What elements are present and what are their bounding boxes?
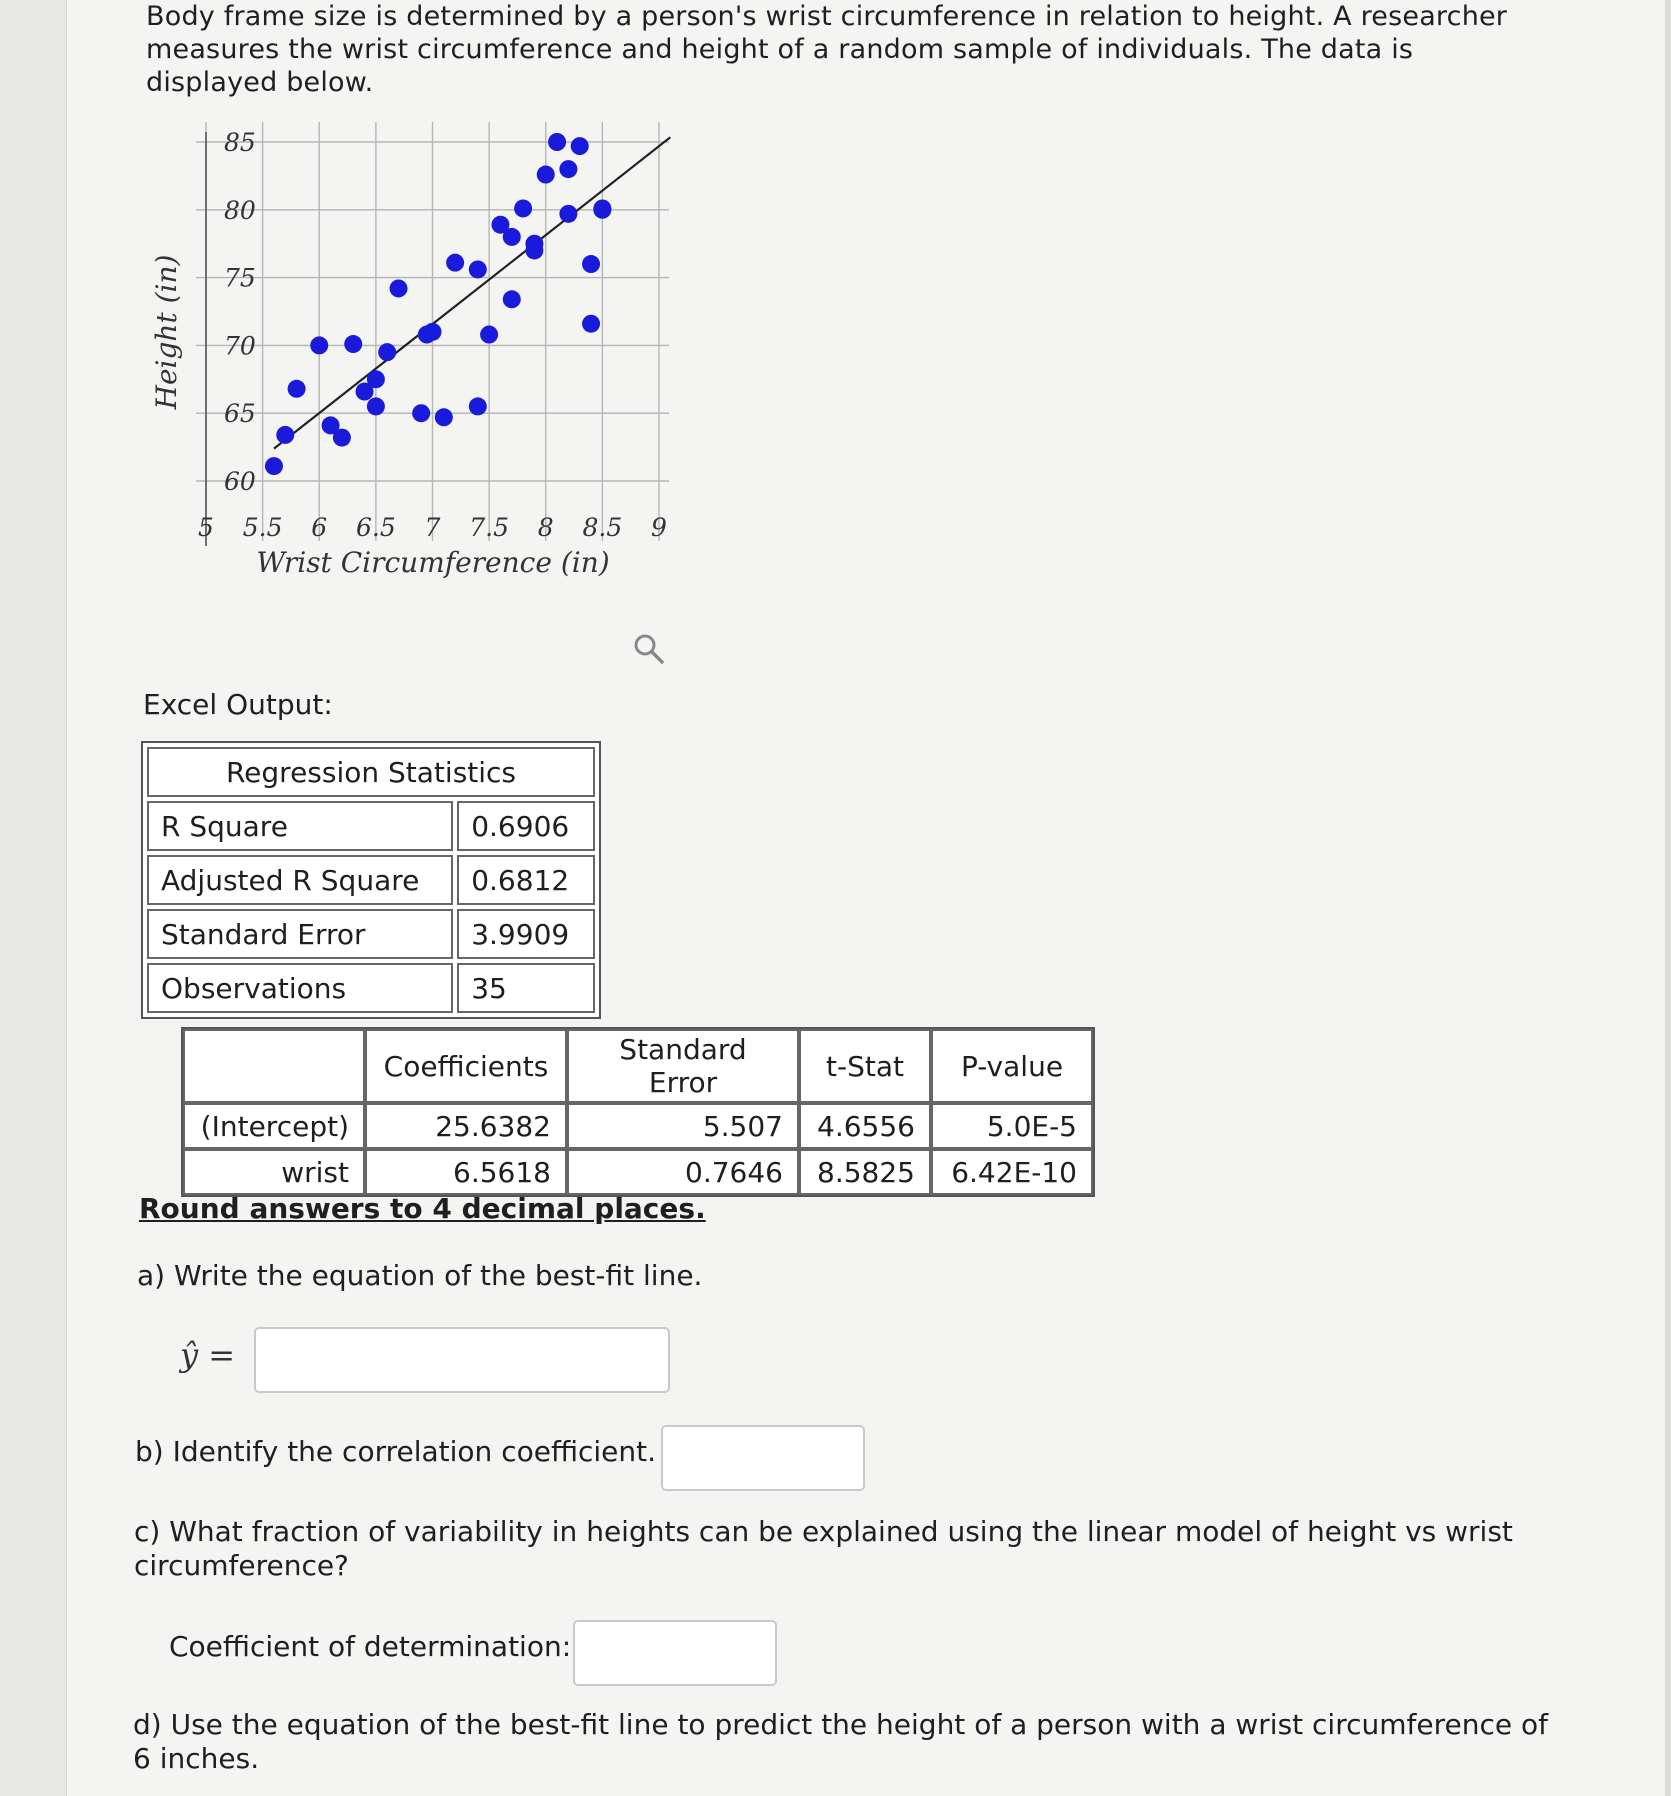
data-point <box>571 137 589 155</box>
data-point <box>525 235 543 253</box>
table-cell: 25.6382 <box>365 1103 567 1149</box>
table-cell: 6.42E-10 <box>931 1149 1093 1195</box>
coefficient-of-determination-label: Coefficient of determination: <box>169 1630 572 1663</box>
data-point <box>559 160 577 178</box>
yhat-label: ŷ = <box>180 1336 236 1374</box>
data-point <box>333 429 351 447</box>
intro-text: Body frame size is determined by a person's wrist circumference in relation to height. A researcher measures the wrist circumference and height of a random sample of individuals. The data is displayed below. <box>146 1 1508 98</box>
data-point <box>435 408 453 426</box>
data-point <box>367 370 385 388</box>
rounding-instruction: Round answers to 4 decimal places. <box>139 1192 706 1225</box>
data-point <box>265 457 283 475</box>
data-point <box>378 343 396 361</box>
y-tick-label: 60 <box>224 467 256 496</box>
data-point <box>593 201 611 219</box>
table-cell: 0.7646 <box>567 1149 799 1195</box>
table-cell: 4.6556 <box>799 1103 931 1149</box>
table-row <box>183 1103 1093 1149</box>
table-row <box>147 855 595 905</box>
column-header: Standard Error <box>567 1029 799 1103</box>
regression-statistics-header: Regression Statistics <box>147 747 595 797</box>
stat-value: 35 <box>457 963 595 1013</box>
data-point <box>503 290 521 308</box>
table-cell: 8.5825 <box>799 1149 931 1195</box>
table-cell: 5.507 <box>567 1103 799 1149</box>
data-point <box>424 323 442 341</box>
question-b: b) Identify the correlation coefficient. <box>135 1435 657 1468</box>
data-point <box>367 397 385 415</box>
stat-value: 0.6812 <box>457 855 595 905</box>
left-margin <box>0 0 67 1796</box>
column-header: t-Stat <box>799 1029 931 1103</box>
data-point <box>390 279 408 297</box>
data-point <box>412 404 430 422</box>
data-point <box>469 260 487 278</box>
data-point <box>582 255 600 273</box>
data-point <box>559 205 577 223</box>
x-tick-label: 7 <box>424 513 441 542</box>
data-point <box>548 133 566 151</box>
x-axis-title: Wrist Circumference (in) <box>256 546 610 579</box>
table-row <box>147 963 595 1013</box>
y-axis-title: Height (in) <box>150 254 183 410</box>
data-point <box>503 228 521 246</box>
question-a: a) Write the equation of the best-fit line. <box>137 1259 703 1292</box>
x-tick-label: 6 <box>311 513 328 542</box>
stat-label: Adjusted R Square <box>147 855 453 905</box>
column-header <box>183 1029 365 1103</box>
x-tick-label: 9 <box>651 513 667 542</box>
zoom-magnifier-icon[interactable] <box>632 632 666 670</box>
excel-output-label: Excel Output: <box>143 688 333 721</box>
y-tick-label: 85 <box>224 128 256 157</box>
data-point <box>537 166 555 184</box>
right-margin <box>1665 0 1671 1796</box>
column-header: P-value <box>931 1029 1093 1103</box>
scatter-chart <box>146 120 726 680</box>
table-row <box>147 801 595 851</box>
data-point <box>480 326 498 344</box>
data-point <box>344 335 362 353</box>
table-cell: 6.5618 <box>365 1149 567 1195</box>
x-tick-label: 6.5 <box>355 513 396 542</box>
data-point <box>310 336 328 354</box>
table-row <box>183 1149 1093 1195</box>
x-tick-label: 5 <box>198 513 214 542</box>
x-tick-label: 7.5 <box>469 513 510 542</box>
row-label: (Intercept) <box>183 1103 365 1149</box>
data-point <box>514 199 532 217</box>
y-tick-label: 80 <box>224 195 256 225</box>
data-point <box>582 315 600 333</box>
data-point <box>446 254 464 272</box>
x-tick-label: 5.5 <box>242 513 283 542</box>
table-cell: 5.0E-5 <box>931 1103 1093 1149</box>
x-tick-label: 8 <box>537 513 554 542</box>
y-tick-label: 65 <box>224 399 256 429</box>
question-c: c) What fraction of variability in heights can be explained using the linear model of height vs wrist circumference? <box>134 1515 1513 1582</box>
stat-label: R Square <box>147 801 453 851</box>
coefficients-table <box>181 1027 1095 1197</box>
best-fit-equation-input[interactable] <box>254 1327 670 1393</box>
column-header: Coefficients <box>365 1029 567 1103</box>
regression-statistics-table <box>141 741 601 1019</box>
data-point <box>276 426 294 444</box>
data-point <box>469 397 487 415</box>
scatter-plot-svg <box>146 120 726 680</box>
row-label: wrist <box>183 1149 365 1195</box>
coefficient-of-determination-input[interactable] <box>573 1620 777 1686</box>
table-header-row <box>183 1029 1093 1103</box>
correlation-coefficient-input[interactable] <box>661 1425 865 1491</box>
stat-label: Standard Error <box>147 909 453 959</box>
x-tick-label: 8.5 <box>582 513 623 542</box>
table-row <box>147 909 595 959</box>
y-tick-label: 70 <box>224 331 256 361</box>
data-point <box>288 380 306 398</box>
question-d: d) Use the equation of the best-fit line to predict the height of a person with a wrist circumference of 6 inches. <box>133 1708 1548 1775</box>
y-tick-label: 75 <box>224 263 256 293</box>
stat-value: 3.9909 <box>457 909 595 959</box>
stat-label: Observations <box>147 963 453 1013</box>
stat-value: 0.6906 <box>457 801 595 851</box>
